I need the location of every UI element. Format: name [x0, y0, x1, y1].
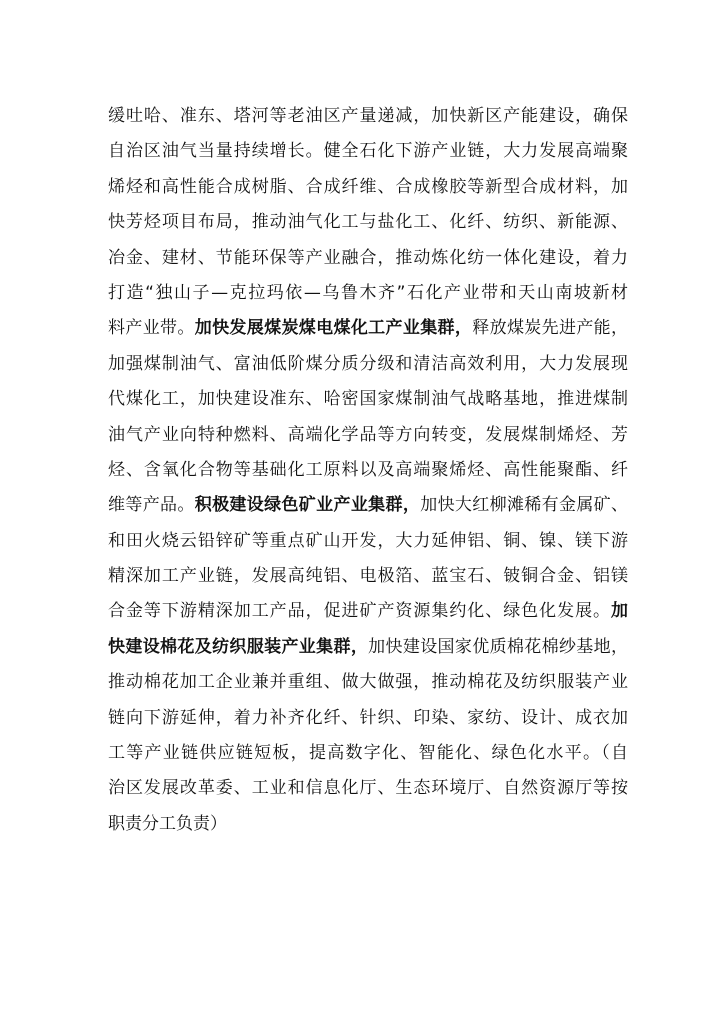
text-segment: 代煤化工，加快建设准东、哈密国家煤制油气战略基地，推进煤制	[108, 389, 628, 410]
text-segment: 和田火烧云铅锌矿等重点矿山开发，大力延伸铝、铜、镍、镁下游	[108, 530, 628, 551]
text-line	[108, 453, 628, 488]
text-line	[108, 134, 628, 169]
text-segment: 精深加工产业链，发展高纯铝、电极箔、蓝宝石、铍铜合金、铝镁	[108, 566, 628, 587]
text-line	[108, 276, 628, 311]
text-line	[108, 241, 628, 276]
text-segment: 释放煤炭先进产能，	[472, 318, 629, 339]
text-segment: 治区发展改革委、工业和信息化厅、生态环境厅、自然资源厅等按	[108, 778, 628, 799]
text-segment: 缓吐哈、准东、塔河等老油区产量递减，加快新区产能建设，确保	[108, 106, 628, 126]
bold-heading-segment: 加快发展煤炭煤电煤化工产业集群，	[194, 318, 473, 339]
text-segment: 维等产品。	[108, 495, 195, 516]
text-segment: 合金等下游精深加工产品，促进矿产资源集约化、绿色化发展。	[108, 601, 611, 622]
text-line	[108, 347, 628, 382]
text-line	[108, 170, 628, 205]
text-segment: 加快大红柳滩稀有金属矿、	[420, 495, 629, 516]
text-line	[108, 99, 628, 134]
text-line	[108, 418, 628, 453]
text-line	[108, 807, 628, 842]
text-line	[108, 630, 628, 665]
text-line	[108, 771, 628, 806]
text-line	[108, 701, 628, 736]
document-body	[108, 99, 628, 842]
text-segment: 自治区油气当量持续增长。健全石化下游产业链，大力发展高端聚	[108, 141, 628, 162]
text-segment: 料产业带。	[108, 318, 195, 339]
text-segment: 快芳烃项目布局，推动油气化工与盐化工、化纤、纺织、新能源、	[108, 212, 628, 233]
text-line	[108, 488, 628, 523]
bold-heading-segment: 快建设棉花及纺织服装产业集群，	[108, 636, 369, 657]
text-segment: 加快建设国家优质棉花棉纱基地，	[368, 636, 628, 657]
text-segment: 加强煤制油气、富油低阶煤分质分级和清洁高效利用，大力发展现	[108, 353, 628, 374]
bold-heading-segment: 加	[611, 601, 628, 622]
text-segment: 职责分工负责）	[108, 813, 227, 834]
text-line	[108, 736, 628, 771]
bold-heading-segment: 积极建设绿色矿业产业集群，	[194, 495, 421, 516]
text-segment: 油气产业向特种燃料、高端化学品等方向转变，发展煤制烯烃、芳	[108, 424, 628, 445]
text-line	[108, 594, 628, 629]
text-segment: 打造“独山子—克拉玛依—乌鲁木齐”石化产业带和天山南坡新材	[108, 282, 628, 303]
text-segment: 烃、含氧化合物等基础化工原料以及高端聚烯烃、高性能聚酯、纤	[108, 459, 628, 480]
text-line	[108, 311, 628, 346]
text-line	[108, 524, 628, 559]
text-line	[108, 559, 628, 594]
text-line	[108, 665, 628, 700]
text-line	[108, 382, 628, 417]
text-segment: 工等产业链供应链短板，提高数字化、智能化、绿色化水平。（自	[108, 743, 628, 764]
text-segment: 烯烃和高性能合成树脂、合成纤维、合成橡胶等新型合成材料，加	[108, 176, 628, 197]
text-segment: 链向下游延伸，着力补齐化纤、针织、印染、家纺、设计、成衣加	[108, 707, 628, 728]
text-segment: 推动棉花加工企业兼并重组、做大做强，推动棉花及纺织服装产业	[108, 672, 628, 693]
text-segment: 冶金、建材、节能环保等产业融合，推动炼化纺一体化建设，着力	[108, 247, 628, 268]
text-line	[108, 205, 628, 240]
